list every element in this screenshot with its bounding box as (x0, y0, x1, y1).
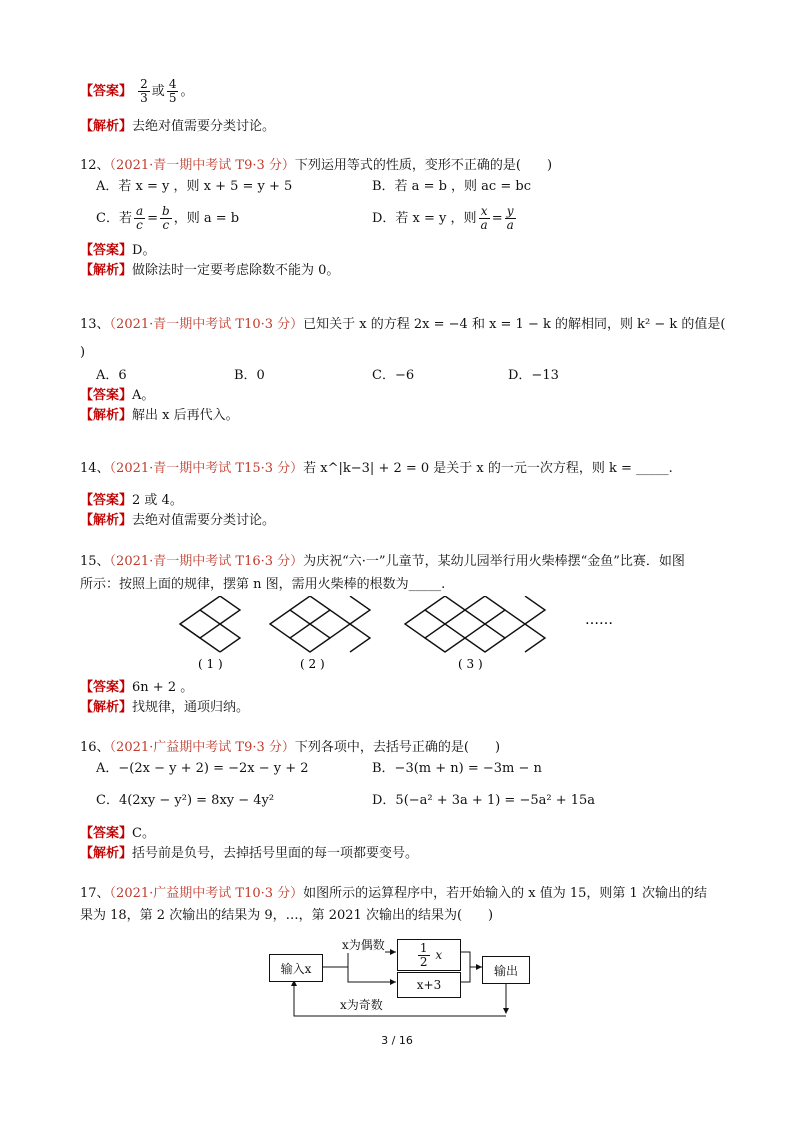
q15-stem: 15、（2021·青一期中考试 T16·3 分）为庆祝“六·一”儿童节，某幼儿园举行用火柴棒摆“金鱼”比赛．如图 (80, 554, 685, 569)
q14-stem: 14、（2021·青一期中考试 T15·3 分）若 x^|k−3| + 2 = 0 是关于 x 的一元一次方程，则 k = _____. (80, 461, 673, 476)
q14-analysis: 【解析】去绝对值需要分类讨论。 (80, 513, 276, 528)
question-source: （2021·广益期中考试 T10·3 分） (109, 886, 304, 901)
fish-2-icon (270, 596, 370, 652)
q13-stem: 13、（2021·青一期中考试 T10·3 分）已知关于 x 的方程 2x = −4 和 x = 1 − k 的解相同，则 k² − k 的值是( (80, 317, 726, 332)
q13-option-b: B．0 (234, 368, 265, 383)
output-box: 输出 (482, 956, 530, 984)
even-label: x为偶数 (342, 938, 385, 952)
question-source: （2021·青一期中考试 T10·3 分） (109, 317, 304, 332)
question-source: （2021·青一期中考试 T16·3 分） (109, 554, 304, 569)
q13-stem-cont: ) (80, 345, 86, 360)
q16-analysis: 【解析】括号前是负号，去掉括号里面的每一项都要变号。 (80, 846, 419, 861)
q13-option-c: C．−6 (372, 368, 415, 383)
fraction: $\frac{y}{a}$ (506, 204, 514, 232)
q15-answer: 【答案】6n + 2 。 (80, 680, 194, 695)
q13-option-d: D．−13 (508, 368, 559, 383)
input-box: 输入x (269, 954, 323, 982)
q13-analysis: 【解析】解出 x 后再代入。 (80, 408, 239, 423)
fish-1-icon (180, 596, 240, 652)
q17-stem: 17、（2021·广益期中考试 T10·3 分）如图所示的运算程序中，若开始输入的 x 值为 15，则第 1 次输出的结 (80, 886, 707, 901)
ellipsis-text: …… (585, 612, 613, 628)
fraction: $\frac{4}{5}$ (168, 77, 177, 105)
fraction: $\frac{2}{3}$ (140, 77, 148, 105)
q13-answer: 【答案】A。 (80, 388, 155, 403)
question-source: （2021·青一期中考试 T15·3 分） (109, 461, 304, 476)
q11-analysis: 【解析】去绝对值需要分类讨论。 (80, 119, 276, 134)
half-x-box: $\frac{1}{2}$ x (397, 939, 461, 971)
q14-answer: 【答案】2 或 4。 (80, 493, 183, 508)
q16-stem: 16、（2021·广益期中考试 T9·3 分）下列各项中，去括号正确的是( ) (80, 740, 501, 755)
fraction: $\frac{x}{a}$ (480, 204, 488, 232)
q11-answer: 【答案】 $\frac{2}{3}$ 或 $\frac{4}{5}$ 。 (80, 77, 194, 105)
figure-label: ( 2 ) (300, 657, 325, 671)
q12-option-b: B．若 a = b ，则 ac = bc (372, 179, 531, 194)
q12-stem: 12、（2021·青一期中考试 T9·3 分）下列运用等式的性质，变形不正确的是( ) (80, 158, 553, 173)
fraction: $\frac{b}{c}$ (162, 204, 170, 232)
q15-stem-cont: 所示：按照上面的规律，摆第 n 图，需用火柴棒的根数为_____. (80, 577, 446, 592)
figure-label: ( 3 ) (458, 657, 483, 671)
page-number: 3 / 16 (381, 1034, 413, 1047)
q16-option-c: C．4(2xy − y²) = 8xy − 4y² (96, 793, 275, 808)
q15-analysis: 【解析】找规律，通项归纳。 (80, 700, 250, 715)
plus-three-box: x+3 (397, 972, 461, 998)
question-source: （2021·广益期中考试 T9·3 分） (109, 740, 295, 755)
q17-stem-cont: 果为 18，第 2 次输出的结果为 9，…，第 2021 次输出的结果为( ) (80, 908, 494, 923)
question-source: （2021·青一期中考试 T9·3 分） (109, 158, 295, 173)
q12-answer: 【答案】D。 (80, 243, 156, 258)
q16-option-b: B．−3(m + n) = −3m − n (372, 761, 542, 776)
matchstick-fish-figure (170, 596, 630, 676)
odd-label: x为奇数 (340, 998, 383, 1012)
figure-label: ( 1 ) (198, 657, 223, 671)
q16-option-d: D．5(−a² + 3a + 1) = −5a² + 15a (372, 793, 596, 808)
q12-option-c: C．若 $\frac{a}{c}$ = $\frac{b}{c}$ ，则 a = b (96, 204, 240, 232)
q12-analysis: 【解析】做除法时一定要考虑除数不能为 0。 (80, 263, 340, 278)
fraction: $\frac{a}{c}$ (135, 204, 144, 232)
answer-label: 【答案】 (80, 84, 133, 99)
fish-3-icon (405, 596, 545, 652)
q16-option-a: A．−(2x − y + 2) = −2x − y + 2 (96, 761, 309, 776)
q12-option-d: D．若 x = y ，则 $\frac{x}{a}$ = $\frac{y}{a}$ (372, 204, 514, 232)
q13-option-a: A．6 (96, 368, 127, 383)
q16-answer: 【答案】C。 (80, 826, 155, 841)
q12-option-a: A．若 x = y ，则 x + 5 = y + 5 (96, 179, 293, 194)
